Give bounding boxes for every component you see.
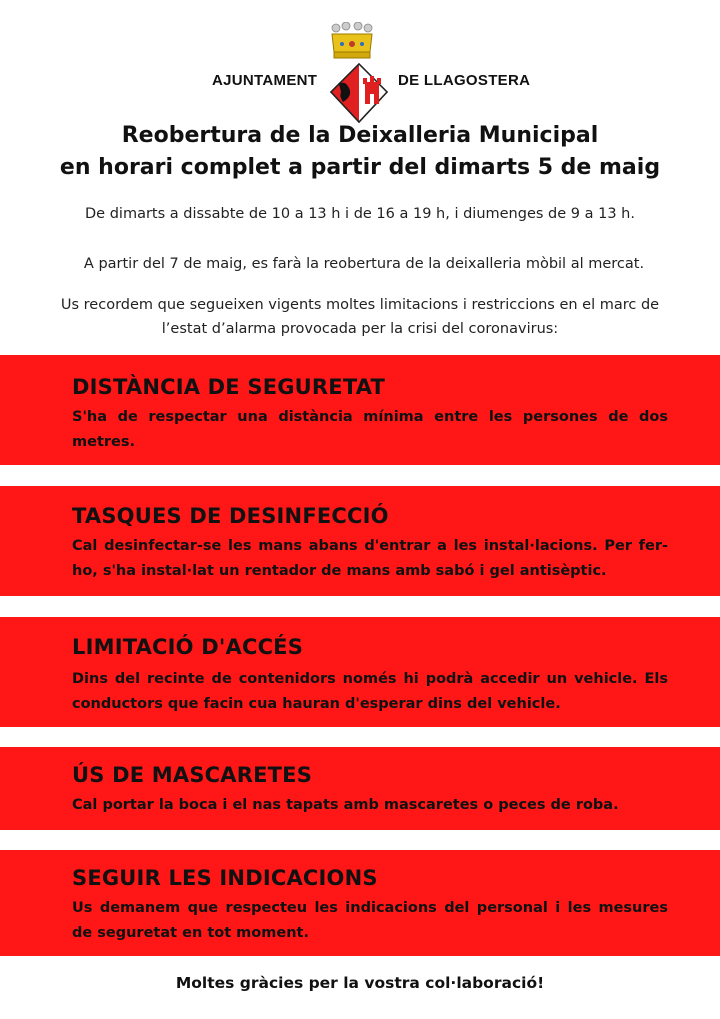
- mobile-notice: A partir del 7 de maig, es farà la reobertura de la deixalleria mòbil al mercat.: [83, 256, 645, 272]
- title-line-2: en horari complet a partir del dimarts 5 de maig: [59, 155, 661, 180]
- section-body: Dins del recinte de contenidors només hi podrà accedir un vehicle. Els conductors que facin cua hauran d'esperar dins del vehicle.: [72, 671, 668, 712]
- schedule-text: De dimarts a dissabte de 10 a 13 h i de 16 a 19 h, i diumenges de 9 a 13 h.: [85, 206, 635, 222]
- section-access: [0, 617, 720, 727]
- section-masks: [0, 747, 720, 830]
- title-line-1: Reobertura de la Deixalleria Municipal: [121, 123, 599, 148]
- reminder-line-1: Us recordem que segueixen vigents moltes limitacions i restriccions en el marc de: [60, 297, 660, 313]
- section-disinfection: [0, 486, 720, 596]
- header: [0, 16, 720, 126]
- section-instructions: [0, 850, 720, 956]
- reminder-line-2: l’estat d’alarma provocada per la crisi del coronavirus:: [161, 321, 559, 337]
- section-heading: LIMITACIÓ D'ACCÉS: [72, 635, 304, 659]
- shield-icon: [329, 62, 389, 124]
- section-body: Cal desinfectar-se les mans abans d'entrar a les instal·lacions. Per fer-ho, s'ha instal·lat un rentador de mans amb sabó i gel antisèptic.: [72, 538, 668, 579]
- org-name-left: AJUNTAMENT: [212, 72, 318, 89]
- section-body: Cal portar la boca i el nas tapats amb mascaretes o peces de roba.: [72, 797, 619, 813]
- section-distance: [0, 355, 720, 465]
- section-body: S'ha de respectar una distància mínima entre les persones de dos metres.: [72, 409, 668, 450]
- crown-icon: [330, 22, 374, 62]
- section-heading: TASQUES DE DESINFECCIÓ: [72, 504, 389, 528]
- section-heading: ÚS DE MASCARETES: [72, 763, 313, 787]
- section-heading: SEGUIR LES INDICACIONS: [72, 866, 378, 890]
- org-name-right: DE LLAGOSTERA: [398, 72, 531, 89]
- section-body: Us demanem que respecteu les indicacions del personal i les mesures de seguretat en tot moment.: [72, 900, 668, 941]
- thanks-footer: Moltes gràcies per la vostra col·laboració!: [175, 974, 545, 992]
- page-title: [0, 120, 720, 184]
- section-heading: DISTÀNCIA DE SEGURETAT: [72, 375, 386, 399]
